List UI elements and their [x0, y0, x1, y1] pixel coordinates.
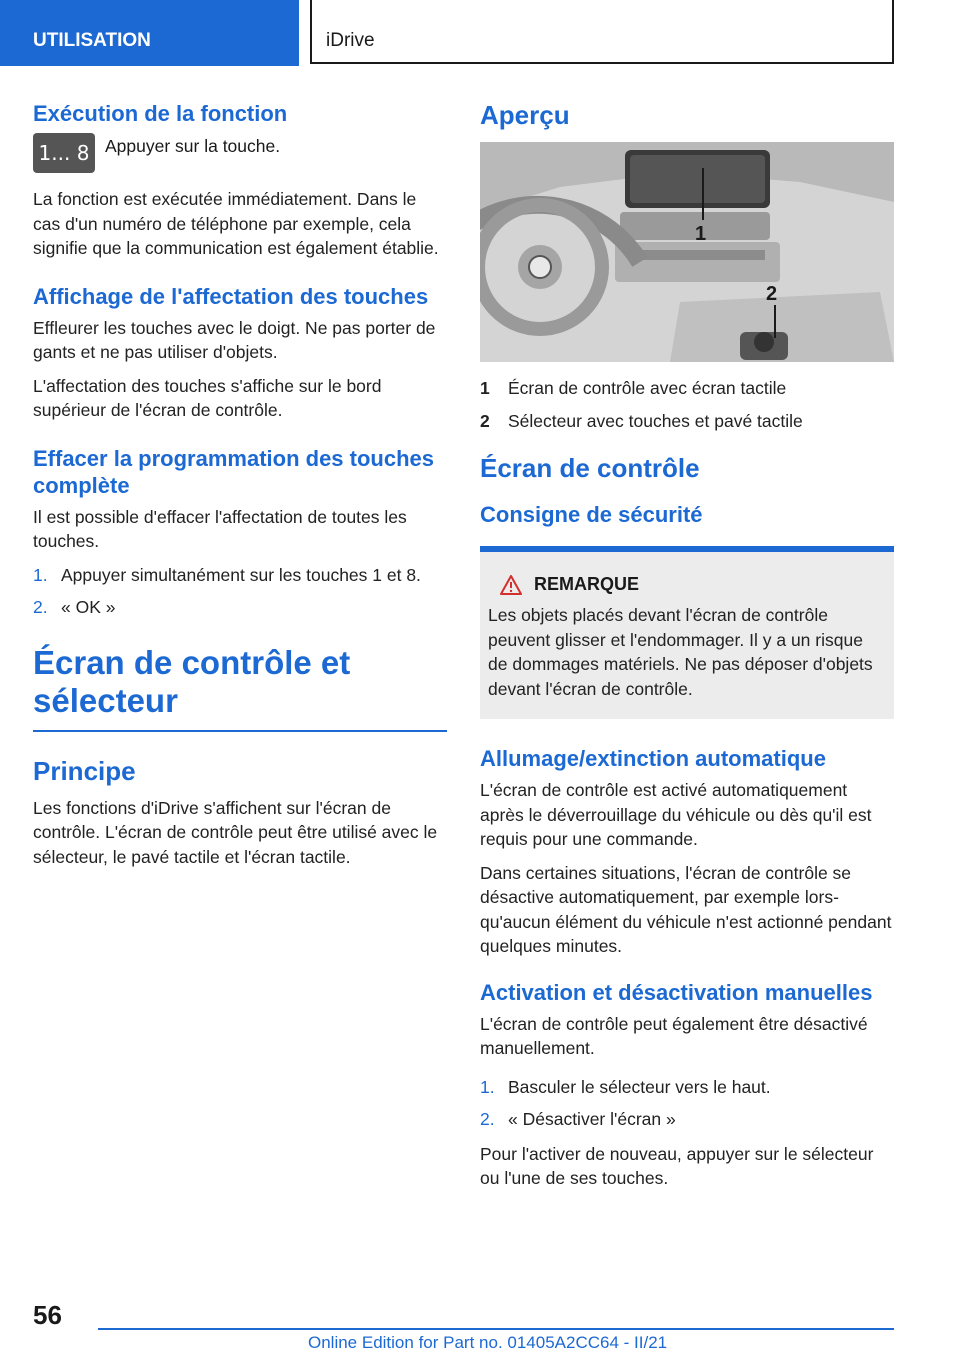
legend-number: 1 [480, 378, 490, 398]
header-section [0, 0, 299, 66]
screen-title: Écran de contrôle [480, 453, 700, 483]
display-title: Affichage de l'affectation des touches [33, 283, 429, 309]
step-number: 2. [480, 1109, 495, 1129]
manual-title: Activation et désactivation manuelles [480, 979, 873, 1005]
header-chapter [310, 0, 894, 64]
exec-paragraph: La fonction est exécutée immédiatement. Dans le cas d'un numéro de téléphone par exemple, cela signifie que la communication est également établie. [33, 189, 439, 258]
list-item [33, 563, 447, 588]
chapter-title: Écran de contrôle et sélecteur [33, 643, 351, 719]
key-instruction [33, 133, 447, 173]
list-item [33, 595, 447, 620]
step-text: Appuyer simultanément sur les touches 1 et 8. [61, 564, 421, 585]
overview-title: Aperçu [480, 100, 570, 130]
auto-paragraph-2: Dans certaines situations, l'écran de contrôle se désactive automatiquement, par exemple lorsqu'aucun élément du véhicule n'est actionné pendant quelques minutes. [480, 862, 892, 956]
list-item [480, 1107, 894, 1132]
page-number: 56 [33, 1300, 62, 1330]
step-text: « Désactiver l'écran » [508, 1109, 676, 1129]
auto-title: Allumage/extinction automatique [480, 746, 826, 771]
left-column [33, 100, 447, 878]
legend-row [480, 409, 894, 434]
figure-legend [480, 376, 894, 433]
footer-divider [98, 1328, 894, 1330]
principle-title: Principe [33, 755, 136, 786]
warning-triangle-icon [500, 575, 522, 595]
erase-title: Effacer la programmation des touches complète [33, 445, 434, 498]
notice-label: REMARQUE [534, 574, 640, 594]
legend-text: Écran de contrôle avec écran tactile [508, 378, 787, 398]
header-section-label: UTILISATION [33, 30, 151, 51]
manual-paragraph: L'écran de contrôle peut également être désactivé manuellement. [480, 1013, 868, 1058]
principle-paragraph: Les fonctions d'iDrive s'affichent sur l'écran de contrôle. L'écran de contrôle peut être utilisé avec le sélecteur, le pavé tactile et l'écran tactile. [33, 797, 438, 867]
chapter-divider [33, 730, 447, 732]
right-column [480, 100, 894, 1200]
display-paragraph-1: Effleurer les touches avec le doigt. Ne pas porter de gants et ne pas utiliser d'objets. [33, 317, 436, 362]
list-item [480, 1075, 894, 1100]
step-text: Basculer le sélecteur vers le haut. [508, 1076, 771, 1097]
step-number: 1. [480, 1076, 495, 1097]
step-text: « OK » [61, 597, 116, 617]
legend-row [480, 376, 894, 401]
safety-title: Consigne de sécurité [480, 502, 703, 527]
notice-text: Les objets placés devant l'écran de contrôle peuvent glisser et l'endommager. Il y a un risque de dommages matériels. Ne pas déposer d'objets devant l'écran de contrôle. [488, 605, 873, 699]
edition-link[interactable]: Online Edition for Part no. 01405A2CC64 - II/21 [308, 1333, 668, 1352]
manual-steps [480, 1075, 894, 1132]
legend-text: Sélecteur avec touches et pavé tactile [508, 410, 803, 431]
step-number: 1. [33, 564, 48, 585]
exec-title: Exécution de la fonction [33, 101, 288, 126]
manual-paragraph-2: Pour l'activer de nouveau, appuyer sur le sélecteur ou l'une de ses touches. [480, 1143, 874, 1188]
notice-heading [490, 574, 886, 595]
step-number: 2. [33, 597, 48, 617]
legend-number: 2 [480, 410, 490, 431]
cockpit-illustration [480, 142, 894, 362]
notice-box [480, 546, 894, 719]
auto-paragraph-1: L'écran de contrôle est activé automatiquement après le déverrouillage du véhicule ou dès qu'il est requis pour une commande. [480, 780, 872, 849]
erase-paragraph: Il est possible d'effacer l'affectation de toutes les touches. [33, 506, 407, 551]
key-instruction-text: Appuyer sur la touche. [105, 136, 281, 156]
header-chapter-label: iDrive [326, 30, 375, 51]
erase-steps [33, 563, 447, 620]
callout-1: 1 [695, 223, 707, 245]
favorite-key-icon: 1... 8 [33, 133, 95, 173]
callout-2: 2 [766, 283, 778, 305]
display-paragraph-2: L'affectation des touches s'affiche sur le bord supérieur de l'écran de contrôle. [33, 375, 382, 420]
